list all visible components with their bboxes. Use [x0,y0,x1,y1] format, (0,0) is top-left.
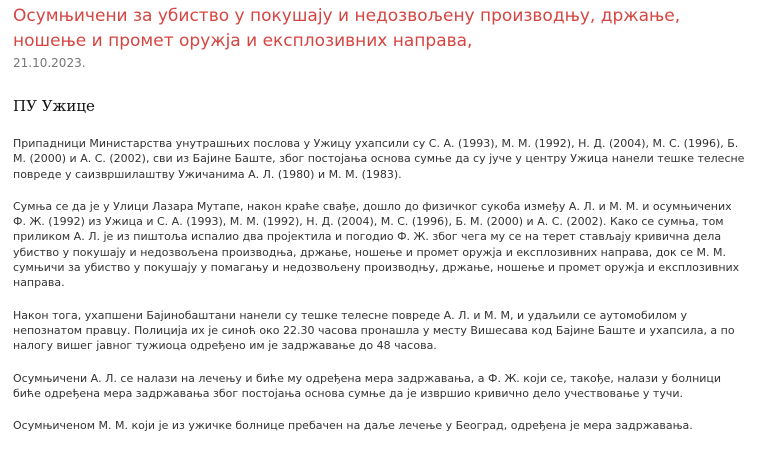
article-body [13,136,748,450]
article-paragraph: Осумњичени А. Л. се налази на лечењу и биће му одређена мера задржавања, а Ф. Ж. који се, такође, налази у болници биће одређена мера задржавања због постојања основа сумње да је извршио кривично дело учествовање у тучи. [13,371,722,400]
article-paragraph: Након тога, ухапшени Бајинобаштани нанели су тешке телесне повреде А. Л. и М. М, и удаљили се аутомобилом у непознатом правцу. Полиција их је синоћ око 22.30 часова пронашла у месту Вишесава код Бајине Баште и ухапсила, а по налогу вишег јавног тужиоца одређено им је задржавање до 48 часова. [13,308,735,353]
article-title: Осумњичени за убиство у покушају и недозвољену производњу, држање, ношење и промет оружја и експлозивних направа, [13,6,681,51]
article-date: 21.10.2023. [13,56,86,70]
article-source-heading: ПУ Ужице [13,97,95,115]
article-paragraph: Припадници Министарства унутрашњих послова у Ужицу ухапсили су С. А. (1993), М. М. (1992), Н. Д. (2004), М. С. (1996), Б. М. (2000) и А. С. (2002), сви из Бајине Баште, због постојања основа сумње да су јуче у центру Ужица нанели тешке телесне повреде у саизвршилаштву Ужичанима А. Л. (1980) и М. М. (1983). [13,137,745,181]
article-paragraph: Осумњиченом М. М. који је из ужичке болнице пребачен на даље лечење у Београд, одређена је мера задржавања. [13,419,693,433]
article-paragraph: Сумња се да је у Улици Лазара Мутапе, након краће свађе, дошло до физичког сукоба између А. Л. и М. М. и осумњичених Ф. Ж. (1992) из Ужица и С. А. (1993), М. М. (1992), Н. Д. (2004), М. С. (1996), Б. М. (2000) и А. С. (2002). Како се сумња, том приликом А. Л. је из пиштоља испалио два пројектила и погодио Ф. Ж. због чега му се на терет стављају кривична дела убиство у покушају и недозвољена производња, држање, ношење и промет оружја и експлозивних направа, док се М. М. сумњичи за убиство у покушају у помагању и недозвољену производњу, држање, ношење и промет оружја и експлозивних направа. [13,199,740,290]
